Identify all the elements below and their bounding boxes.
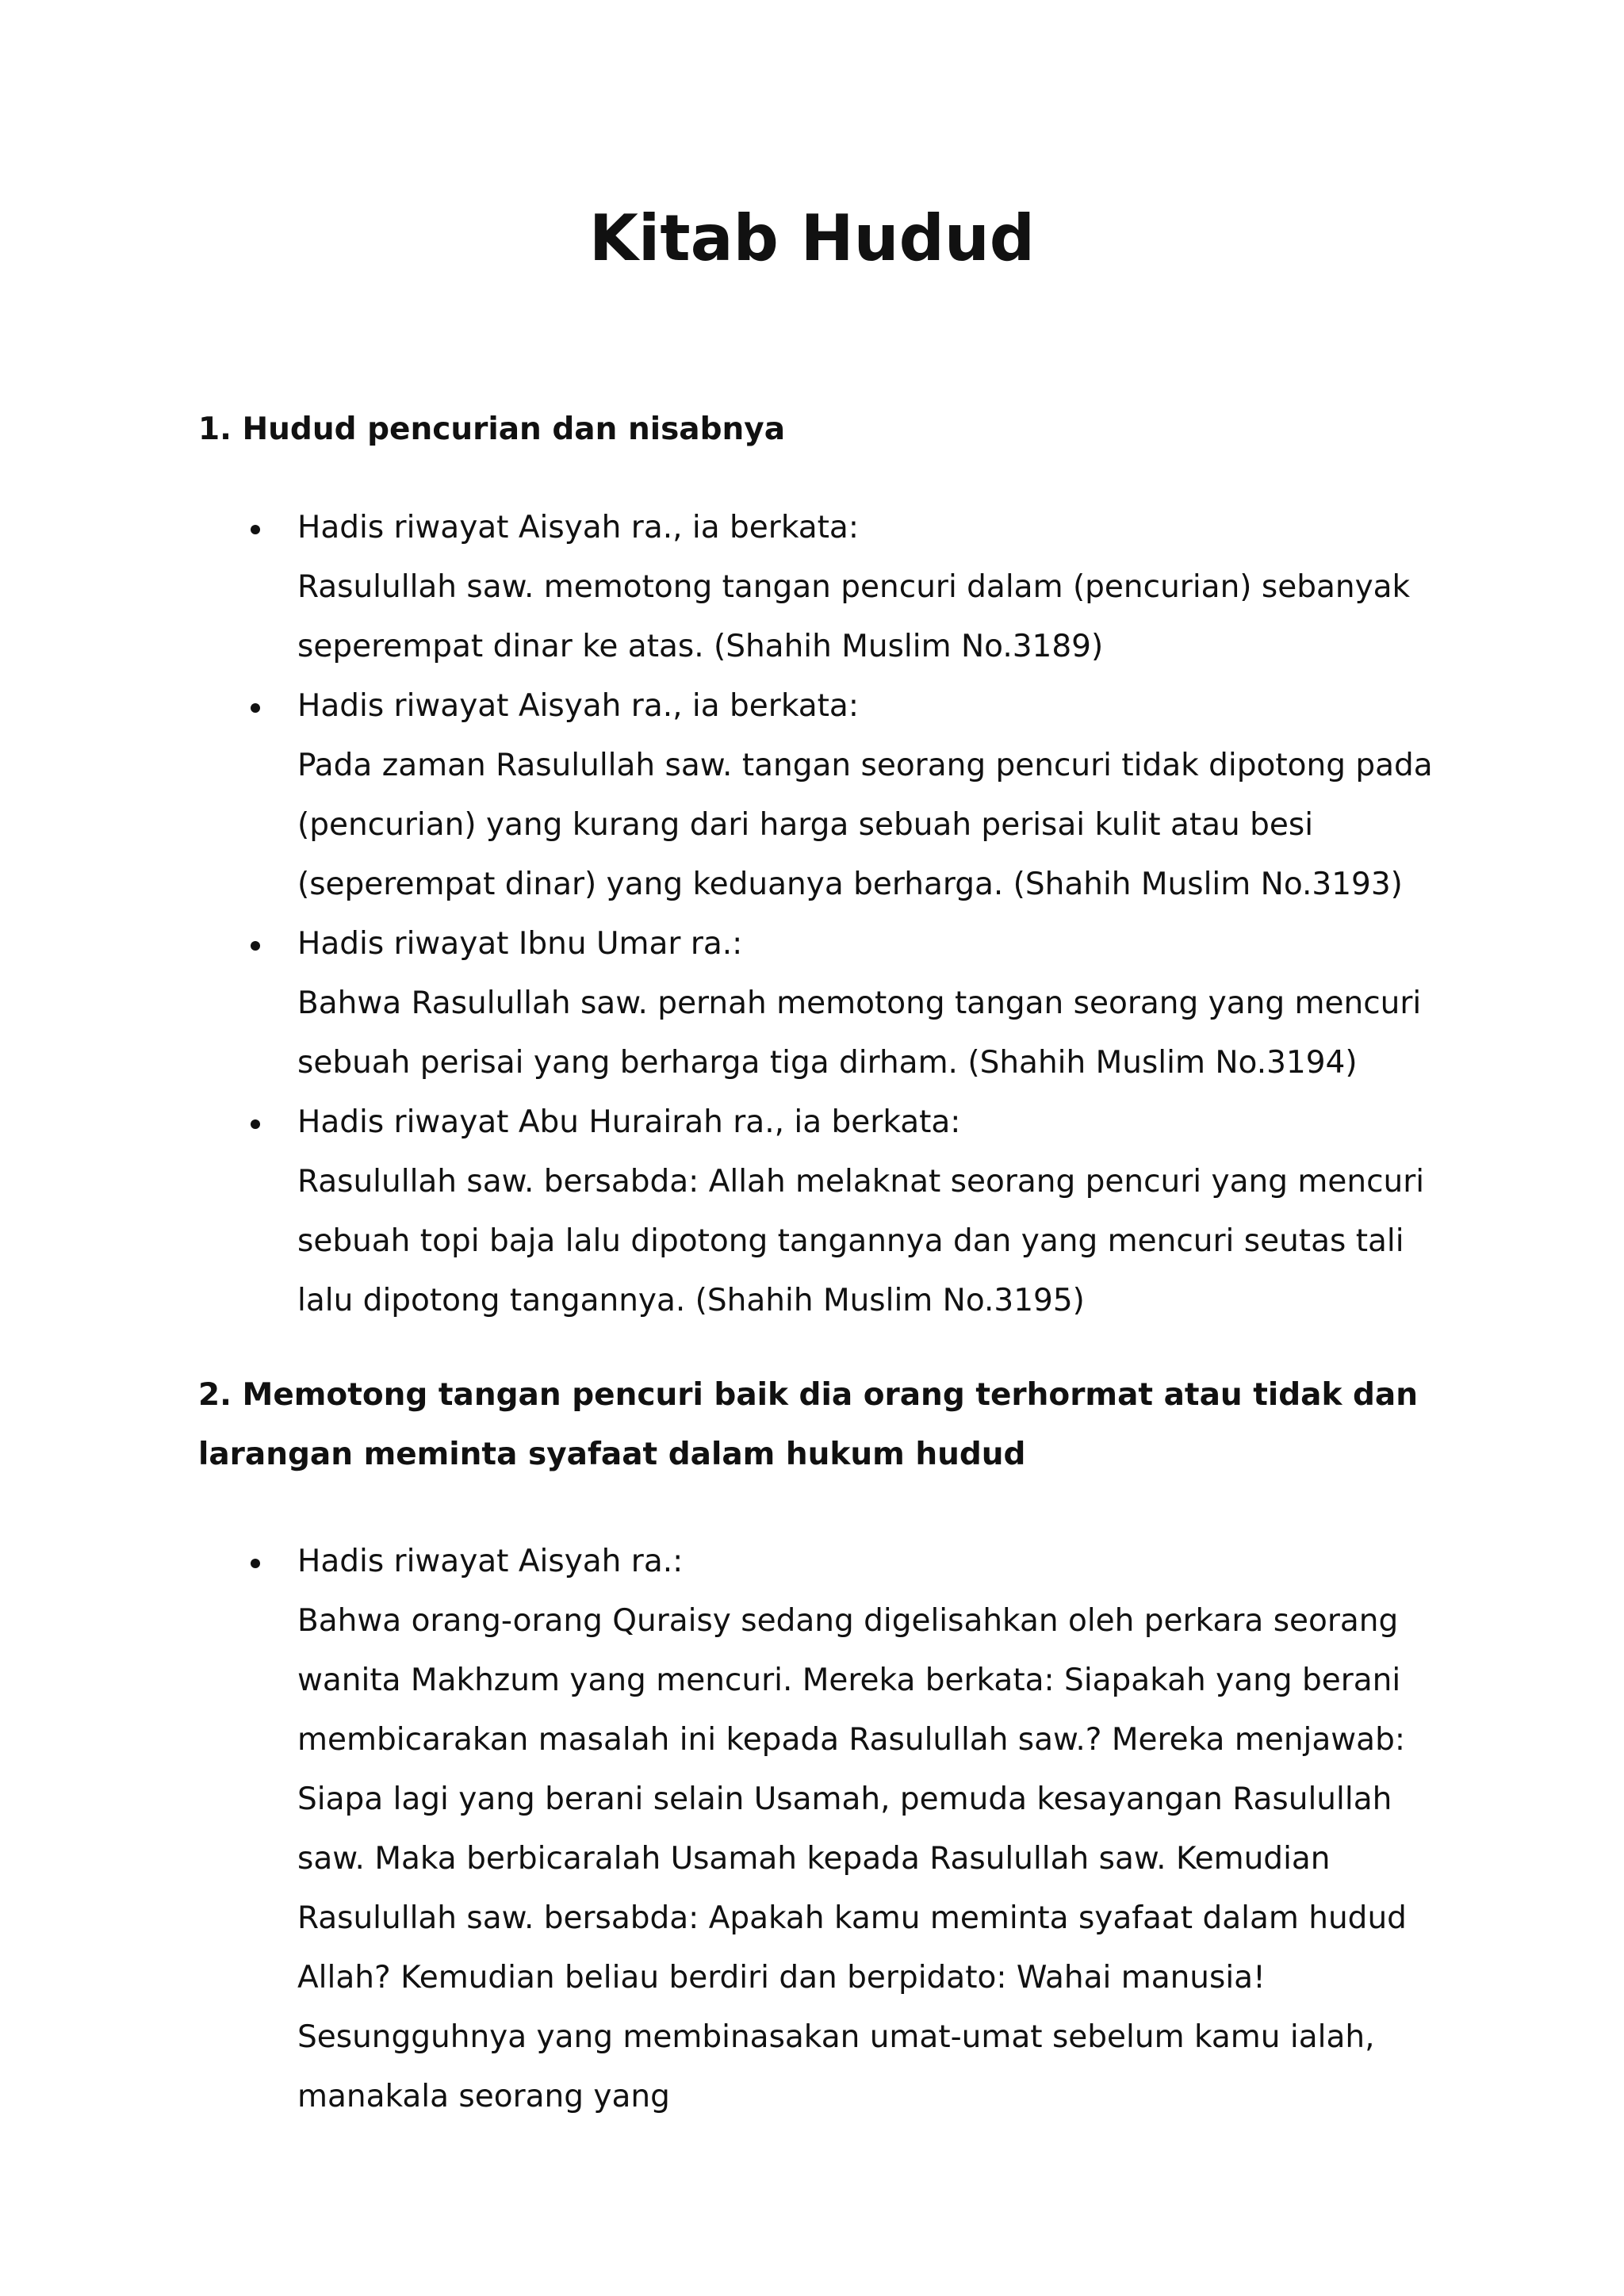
section-heading-memotong-tangan: 2. Memotong tangan pencuri baik dia orang terhormat atau tidak dan larangan meminta syafaat dalam hukum hudud (198, 1377, 1418, 1472)
bullet-icon (251, 1119, 260, 1129)
list-item (198, 1532, 1451, 2126)
list-item (198, 914, 1451, 1093)
hadith-text: Rasulullah saw. memotong tangan pencuri dalam (pencurian) sebanyak seperempat dinar ke atas. (Shahih Muslim No.3189) (297, 569, 1411, 664)
hadith-narrator: Hadis riwayat Aisyah ra.: (297, 1544, 684, 1579)
section-1-hadith-list (198, 498, 1451, 1330)
section-heading-hudud-pencurian: 1. Hudud pencurian dan nisabnya (198, 411, 786, 447)
hadith-narrator: Hadis riwayat Abu Hurairah ra., ia berkata: (297, 1104, 961, 1140)
bullet-icon (251, 941, 260, 951)
section-2-hadith-list (198, 1532, 1451, 2126)
hadith-text: Bahwa Rasulullah saw. pernah memotong tangan seorang yang mencuri sebuah perisai yang berharga tiga dirham. (Shahih Muslim No.3194) (297, 985, 1422, 1081)
bullet-icon (251, 1559, 260, 1568)
list-item (198, 676, 1451, 914)
hadith-narrator: Hadis riwayat Aisyah ra., ia berkata: (297, 688, 859, 724)
list-item (198, 1093, 1451, 1330)
list-item (198, 498, 1451, 676)
bullet-icon (251, 525, 260, 534)
hadith-text: Pada zaman Rasulullah saw. tangan seorang pencuri tidak dipotong pada (pencurian) yang kurang dari harga sebuah perisai kulit atau besi (seperempat dinar) yang keduanya berharga. (Shahih Muslim No.3193) (297, 748, 1433, 902)
document-title: Kitab Hudud (588, 201, 1036, 275)
bullet-icon (251, 703, 260, 713)
hadith-narrator: Hadis riwayat Ibnu Umar ra.: (297, 926, 743, 962)
hadith-text: Bahwa orang-orang Quraisy sedang digelisahkan oleh perkara seorang wanita Makhzum yang mencuri. Mereka berkata: Siapakah yang berani membicarakan masalah ini kepada Rasulullah saw.? Mereka menjawab: Siapa lagi yang berani selain Usamah, pemuda kesayangan Rasulullah saw. Maka berbicaralah Usamah kepada Rasulullah saw. Kemudian Rasulullah saw. bersabda: Apakah kamu meminta syafaat dalam hudud Allah? Kemudian beliau berdiri dan berpidato: Wahai manusia! Sesungguhnya yang membinasakan umat-umat sebelum kamu ialah, manakala seorang yang (297, 1603, 1407, 2114)
hadith-narrator: Hadis riwayat Aisyah ra., ia berkata: (297, 510, 859, 545)
hadith-text: Rasulullah saw. bersabda: Allah melaknat seorang pencuri yang mencuri sebuah topi baja lalu dipotong tangannya dan yang mencuri seutas tali lalu dipotong tangannya. (Shahih Muslim No.3195) (297, 1164, 1425, 1318)
